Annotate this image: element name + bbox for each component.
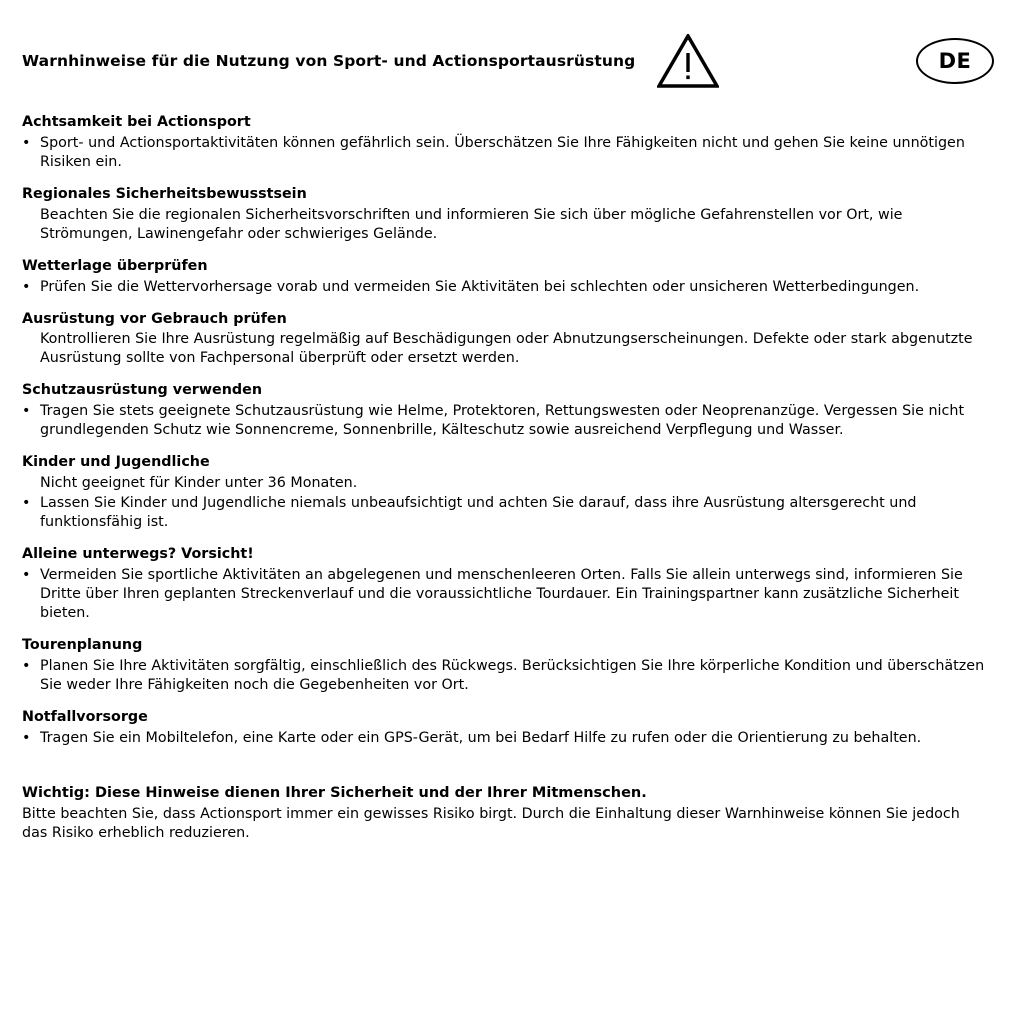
list-item-text: Kontrollieren Sie Ihre Ausrüstung regelmäßig auf Beschädigungen oder Abnutzungserscheinungen. Defekte oder stark abgenutzte Ausrüstung sollte von Fachpersonal überprüft oder ersetzt werden.: [40, 331, 973, 367]
section-achtsamkeit: [22, 114, 1000, 172]
section-title: Kinder und Jugendliche: [22, 454, 210, 471]
section-title: Wetterlage überprüfen: [22, 257, 208, 274]
section-title: Ausrüstung vor Gebrauch prüfen: [22, 310, 287, 327]
bullet-marker: •: [22, 134, 31, 151]
bullet-marker: •: [22, 403, 31, 420]
list-item-text: Planen Sie Ihre Aktivitäten sorgfältig, einschließlich des Rückwegs. Berücksichtigen Sie Ihre körperliche Kondition und überschätzen Sie weder Ihre Fähigkeiten noch die Gegebenheiten vor Ort.: [40, 657, 985, 693]
section-notfallvorsorge: [22, 709, 1000, 748]
footer-text: Bitte beachten Sie, dass Actionsport immer ein gewisses Risiko birgt. Durch die Einhaltung dieser Warnhinweise können Sie jedoch das Risiko erheblich reduzieren.: [22, 805, 960, 841]
section-title: Alleine unterwegs? Vorsicht!: [22, 546, 254, 563]
list-item: [22, 566, 1000, 623]
language-badge: DE: [916, 38, 994, 84]
section-ausruestung-pruefen: [22, 311, 1000, 369]
warning-triangle-icon: [657, 34, 719, 88]
list-item-text: Nicht geeignet für Kinder unter 36 Monaten.: [40, 475, 358, 492]
page-title: Warnhinweise für die Nutzung von Sport- und Actionsportausrüstung: [22, 52, 636, 70]
section-title: Achtsamkeit bei Actionsport: [22, 114, 251, 130]
document-header: [22, 34, 1000, 88]
list-item: [22, 494, 1000, 532]
bullet-marker: •: [22, 657, 31, 674]
list-item: [22, 402, 1000, 440]
section-title: Notfallvorsorge: [22, 708, 148, 725]
section-schutzausruestung: [22, 382, 1000, 440]
list-item: [22, 134, 1000, 172]
section-title: Regionales Sicherheitsbewusstsein: [22, 185, 307, 202]
list-item-text: Lassen Sie Kinder und Jugendliche niemals unbeaufsichtigt und achten Sie darauf, dass ihre Ausrüstung altersgerecht und funktionsfähig ist.: [40, 495, 917, 531]
list-item-text: Sport- und Actionsportaktivitäten können gefährlich sein. Überschätzen Sie Ihre Fähigkeiten nicht und gehen Sie keine unnötigen Risiken ein.: [40, 134, 965, 170]
list-item-text: Tragen Sie ein Mobiltelefon, eine Karte oder ein GPS-Gerät, um bei Bedarf Hilfe zu rufen oder die Orientierung zu behalten.: [40, 729, 922, 746]
bullet-marker: •: [22, 495, 31, 512]
footer-notice: [22, 784, 1000, 843]
list-item: [22, 729, 1000, 748]
list-item: [22, 474, 1000, 493]
section-tourenplanung: [22, 637, 1000, 695]
list-item: [22, 330, 1000, 368]
list-item-text: Beachten Sie die regionalen Sicherheitsvorschriften und informieren Sie sich über mögliche Gefahrenstellen vor Ort, wie Strömungen, Lawinengefahr oder schwieriges Gelände.: [40, 206, 903, 242]
footer-title: Wichtig: Diese Hinweise dienen Ihrer Sicherheit und der Ihrer Mitmenschen.: [22, 784, 647, 801]
section-regionales-sicherheitsbewusstsein: [22, 186, 1000, 244]
list-item: [22, 278, 1000, 297]
section-title: Tourenplanung: [22, 637, 143, 654]
bullet-marker: •: [22, 278, 31, 295]
list-item-text: Vermeiden Sie sportliche Aktivitäten an abgelegenen und menschenleeren Orten. Falls Sie allein unterwegs sind, informieren Sie Dritte über Ihren geplanten Streckenverlauf und die voraussichtliche Tourdauer. Ein Trainingspartner kann zusätzliche Sicherheit bieten.: [40, 567, 963, 622]
list-item: [22, 206, 1000, 244]
section-alleine-unterwegs: [22, 546, 1000, 623]
section-kinder-und-jugendliche: [22, 454, 1000, 532]
list-item: [22, 657, 1000, 695]
bullet-marker: •: [22, 567, 31, 584]
bullet-marker: •: [22, 729, 31, 746]
list-item-text: Tragen Sie stets geeignete Schutzausrüstung wie Helme, Protektoren, Rettungswesten oder Neoprenanzüge. Vergessen Sie nicht grundlegenden Schutz wie Sonnencreme, Sonnenbrille, Kälteschutz sowie ausreichend Verpflegung und Wasser.: [40, 403, 965, 439]
section-wetterlage-ueberpruefen: [22, 258, 1000, 297]
section-title: Schutzausrüstung verwenden: [22, 382, 263, 399]
list-item-text: Prüfen Sie die Wettervorhersage vorab und vermeiden Sie Aktivitäten bei schlechten oder unsicheren Wetterbedingungen.: [40, 278, 920, 295]
